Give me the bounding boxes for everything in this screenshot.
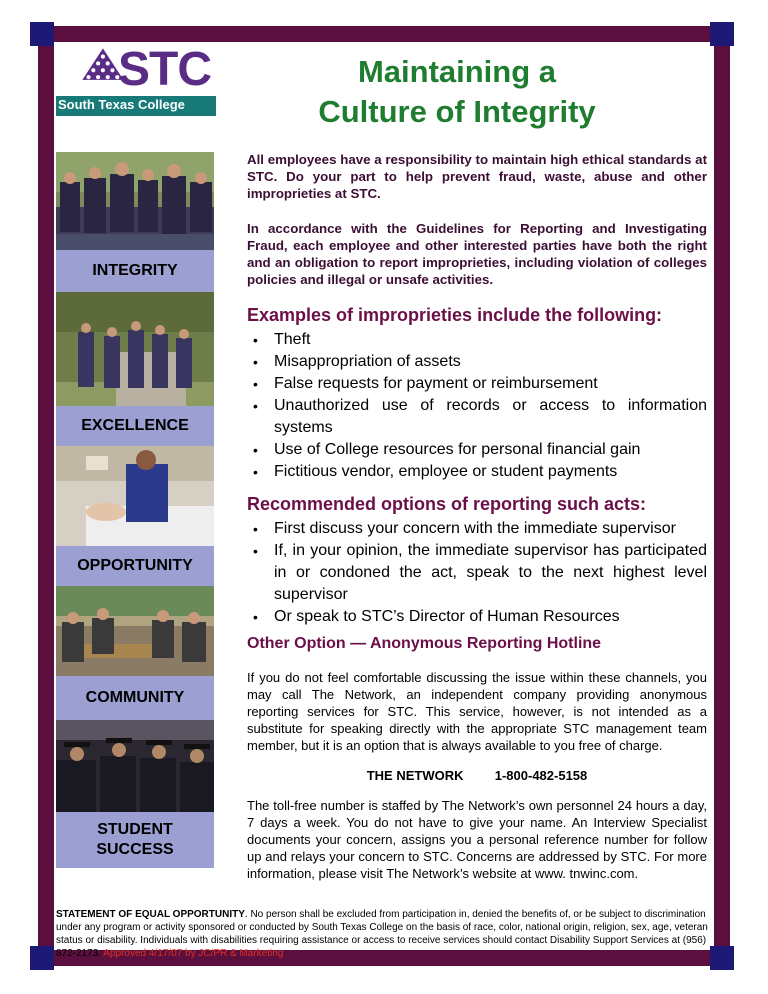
label-student-success (56, 812, 214, 868)
footer-label: STATEMENT OF EQUAL OPPORTUNITY (56, 909, 245, 920)
hotline-contact (247, 768, 707, 783)
hotline-paragraph-1: If you do not feel comfortable discussing the issue within these channels, you may call The Network, an independent company providing anonymous reporting services for STC. This service, however, is not intended as a substitute for speaking directly with the appropriate STC management team member, but it is an option that is always available to you free of charge. (247, 670, 707, 753)
label-integrity: INTEGRITY (56, 250, 214, 292)
title-line-1: Maintaining a (357, 54, 557, 89)
logo-wordmark: STC (118, 43, 211, 96)
equal-opportunity-statement (56, 908, 708, 960)
frame-right (714, 26, 730, 966)
page-title (288, 52, 626, 132)
list-item: • Misappropriation of assets (247, 351, 707, 373)
approval-note: Approved 4/17/07 by JC/PR & Marketing (103, 948, 284, 959)
hotline-section (247, 635, 707, 882)
graduation-photo (56, 720, 214, 812)
list-item: • Use of College resources for personal financial gain (247, 439, 707, 461)
label-opportunity: OPPORTUNITY (56, 546, 214, 586)
community-photo (56, 586, 214, 676)
options-list (247, 518, 707, 628)
list-item: • False requests for payment or reimbursement (247, 373, 707, 395)
label-student: STUDENT (97, 821, 173, 838)
frame-corner (710, 946, 734, 970)
hotline-name: THE NETWORK (366, 768, 464, 783)
frame-corner (30, 22, 54, 46)
nursing-photo (56, 446, 214, 546)
hotline-heading: Other Option — Anonymous Reporting Hotline (247, 635, 602, 652)
list-item: • Or speak to STC’s Director of Human Resources (247, 606, 707, 628)
frame-corner (30, 946, 54, 970)
title-line-2: Culture of Integrity (318, 94, 596, 129)
label-excellence: EXCELLENCE (56, 406, 214, 446)
frame-corner (710, 22, 734, 46)
label-community: COMMUNITY (56, 676, 214, 720)
intro-paragraph-2: In accordance with the Guidelines for Reporting and Investigating Fraud, each employee and other interested parties have both the right and an obligation to report improprieties, including violation of colleges policies and illegal or unsafe activities. (247, 221, 707, 287)
options-section (247, 494, 707, 628)
hotline-paragraph-2: The toll-free number is staffed by The Network’s own personnel 24 hours a day, 7 days a week. You do not have to give your name. An Interview Specialist documents your concern, assigns you a personal reference number for follow up and relays your concern to STC. Concerns are addressed by STC. For more information, please visit The Network’s website at www. tnwinc.com. (247, 798, 707, 881)
examples-heading: Examples of improprieties include the following: (247, 305, 663, 325)
logo-college-name: South Texas College (58, 97, 185, 112)
examples-section (247, 305, 707, 483)
list-item: • If, in your opinion, the immediate supervisor has participated in or condoned the act, speak to the next highest level supervisor (247, 540, 707, 606)
list-item: • Unauthorized use of records or access to information systems (247, 395, 707, 439)
students-photo (56, 152, 214, 250)
intro-paragraph-1: All employees have a responsibility to maintain high ethical standards at STC. Do your part to help prevent fraud, waste, abuse and other improprieties at STC. (247, 152, 707, 201)
frame-left (38, 26, 54, 966)
list-item: • Theft (247, 329, 707, 351)
list-item: • First discuss your concern with the immediate supervisor (247, 518, 707, 540)
list-item: • Fictitious vendor, employee or student payments (247, 461, 707, 483)
label-success: SUCCESS (96, 841, 174, 858)
footer-text: . No person shall be excluded from participation in, denied the benefits of, or be subject to discrimination under any program or activity sponsored or conducted by South Texas College on the basis of race, color, national origin, religion, sex, age, veteran status or disability. Individuals with disabilities requiring assistance or access to receive services should contact Disability Support Services at (956) 872-2173. (56, 909, 708, 959)
frame-top (38, 26, 730, 42)
examples-list (247, 329, 707, 483)
options-heading: Recommended options of reporting such acts: (247, 494, 647, 514)
campus-walk-photo (56, 292, 214, 406)
hotline-phone[interactable]: 1-800-482-5158 (494, 768, 588, 783)
